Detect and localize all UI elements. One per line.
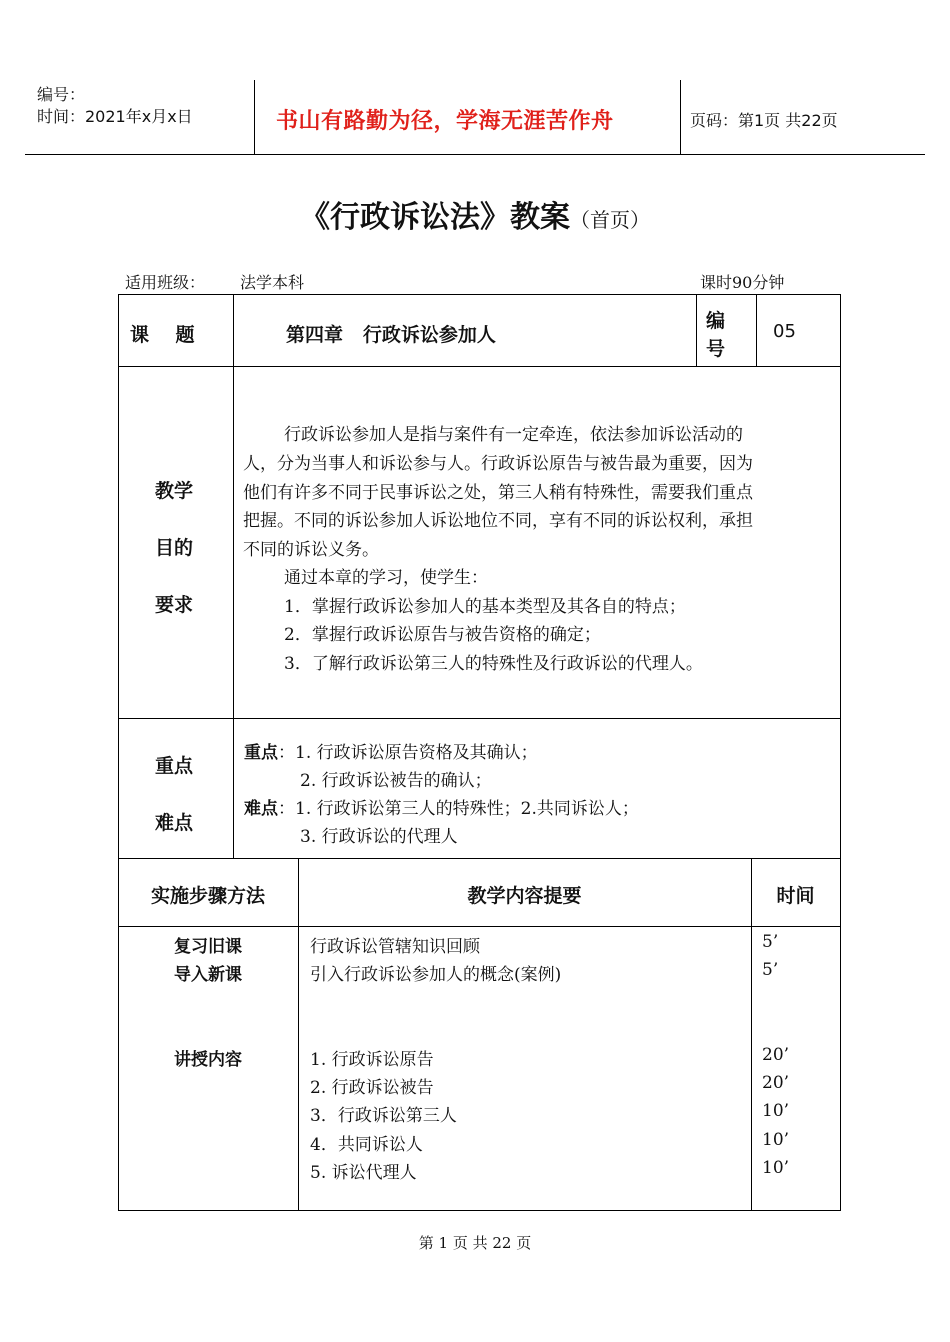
topic-label: 课 题 bbox=[130, 324, 195, 346]
number-value: 05 bbox=[773, 321, 796, 342]
objectives-label-3: 要求 bbox=[155, 594, 194, 616]
content-item: 4．共同诉讼人 bbox=[310, 1135, 423, 1155]
header-page-info: 页码：第1页 共22页 bbox=[690, 111, 838, 130]
class-hours: 课时90分钟 bbox=[700, 273, 785, 292]
content-item: 引入行政诉讼参加人的概念(案例) bbox=[310, 965, 562, 985]
diff-line-1 bbox=[244, 794, 639, 819]
class-value: 法学本科 bbox=[240, 273, 305, 292]
content-item: 2. 行政诉讼被告 bbox=[310, 1078, 434, 1098]
header-divider-right bbox=[680, 80, 681, 155]
time-value: 10’ bbox=[762, 1101, 790, 1121]
content-item: 1. 行政诉讼原告 bbox=[310, 1050, 434, 1070]
diff-item: 3. 行政诉讼的代理人 bbox=[300, 827, 458, 847]
objective-line: 他们有许多不同于民事诉讼之处，第三人稍有特殊性，需要我们重点 bbox=[243, 483, 753, 503]
steps-header-content: 教学内容提要 bbox=[467, 885, 582, 907]
time-value: 20’ bbox=[762, 1045, 790, 1065]
step-label: 导入新课 bbox=[174, 965, 242, 985]
steps-header-time: 时间 bbox=[776, 885, 815, 907]
time-value: 10’ bbox=[762, 1130, 790, 1150]
number-label-1: 编 bbox=[706, 310, 726, 332]
header-bottom-rule bbox=[25, 154, 925, 155]
header-divider-left bbox=[254, 80, 255, 155]
key-prefix: 重点 bbox=[244, 743, 278, 763]
keypoints-label-2: 难点 bbox=[155, 812, 194, 834]
key-item: 1. 行政诉讼原告资格及其确认； bbox=[295, 743, 538, 763]
class-label: 适用班级： bbox=[125, 273, 206, 292]
objective-line: 1．掌握行政诉讼参加人的基本类型及其各自的特点； bbox=[284, 597, 686, 617]
time-value: 20’ bbox=[762, 1073, 790, 1093]
objectives-label-1: 教学 bbox=[155, 480, 194, 502]
step-label: 讲授内容 bbox=[174, 1050, 242, 1070]
content-item: 5. 诉讼代理人 bbox=[310, 1163, 417, 1183]
time-value: 10’ bbox=[762, 1158, 790, 1178]
diff-prefix: 难点 bbox=[244, 799, 278, 819]
objective-line: 2．掌握行政诉讼原告与被告资格的确定； bbox=[284, 625, 601, 645]
doc-time-label: 时间：2021年x月x日 bbox=[37, 107, 193, 126]
page-title-main: 《行政诉讼法》教案 bbox=[300, 200, 570, 235]
key-line-1 bbox=[244, 738, 538, 763]
keypoints-label-1: 重点 bbox=[155, 755, 194, 777]
objective-line: 行政诉讼参加人是指与案件有一定牵连，依法参加诉讼活动的 bbox=[284, 425, 743, 445]
diff-item: 1. 行政诉讼第三人的特殊性；2.共同诉讼人； bbox=[295, 799, 639, 819]
objective-line: 把握。不同的诉讼参加人诉讼地位不同，享有不同的诉讼权利，承担 bbox=[243, 511, 753, 531]
topic-value: 第四章 行政诉讼参加人 bbox=[286, 324, 496, 346]
time-value: 5’ bbox=[762, 932, 779, 952]
time-value: 5’ bbox=[762, 960, 779, 980]
key-item: 2. 行政诉讼被告的确认； bbox=[300, 771, 492, 791]
objective-line: 不同的诉讼义务。 bbox=[243, 540, 379, 560]
header-motto: 书山有路勤为径，学海无涯苦作舟 bbox=[276, 109, 614, 134]
steps-header-method: 实施步骤方法 bbox=[150, 885, 265, 907]
content-item: 行政诉讼管辖知识回顾 bbox=[310, 937, 480, 957]
key-colon: ： bbox=[278, 743, 295, 763]
objective-line: 3．了解行政诉讼第三人的特殊性及行政诉讼的代理人。 bbox=[284, 654, 703, 674]
objective-line: 人，分为当事人和诉讼参与人。行政诉讼原告与被告最为重要，因为 bbox=[243, 454, 753, 474]
footer-page-number: 第 1 页 共 22 页 bbox=[418, 1234, 532, 1252]
objectives-label-2: 目的 bbox=[155, 537, 194, 559]
page-title-sub: （首页） bbox=[570, 208, 650, 232]
page-title bbox=[0, 192, 950, 236]
step-label: 复习旧课 bbox=[174, 937, 242, 957]
diff-colon: ： bbox=[278, 799, 295, 819]
number-label-2: 号 bbox=[706, 338, 726, 360]
objective-line: 通过本章的学习，使学生： bbox=[284, 568, 488, 588]
content-item: 3．行政诉讼第三人 bbox=[310, 1106, 457, 1126]
doc-number-label: 编号： bbox=[37, 85, 86, 104]
